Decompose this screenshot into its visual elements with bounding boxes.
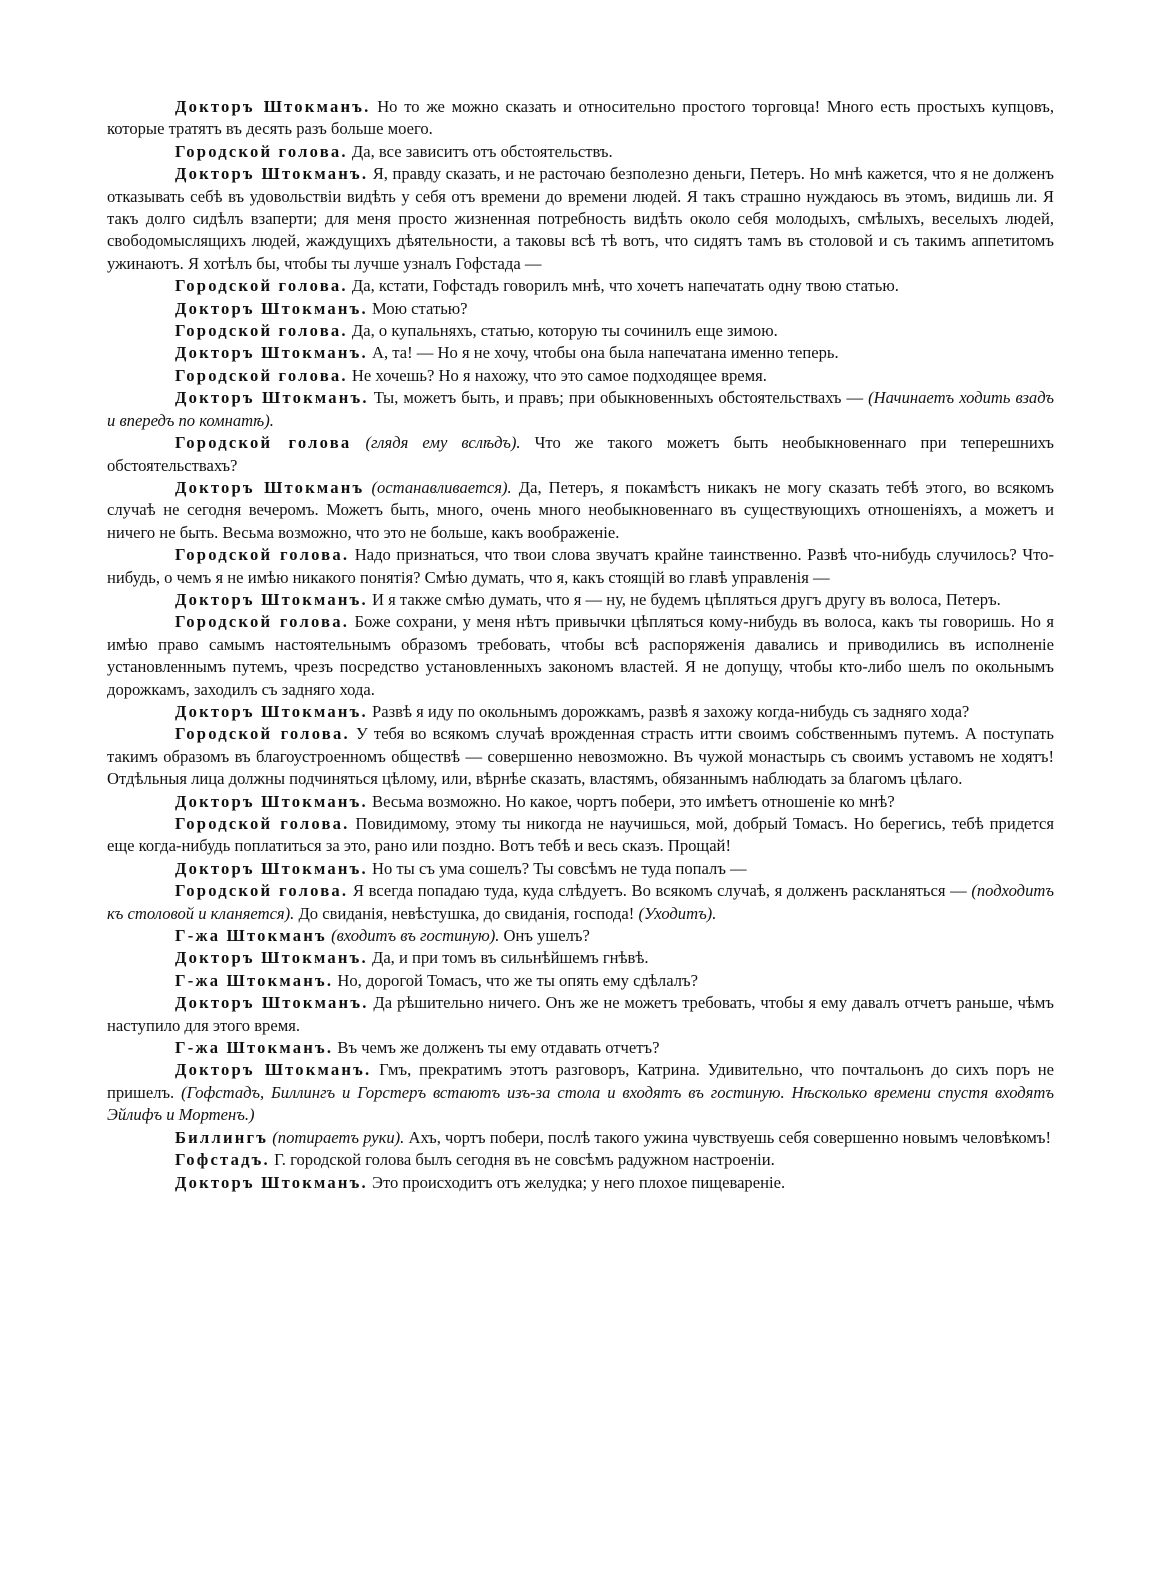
speaker-name: Городской голова. bbox=[175, 365, 348, 385]
speaker-name: Докторъ Штокманъ bbox=[175, 477, 365, 497]
stage-direction: (Начинаетъ ходить взадъ и впередъ по комнатѣ). bbox=[107, 388, 1055, 430]
dialogue-text: Повидимому, этому ты никогда не научишься, мой, добрый Томасъ. Но берегись, тебѣ придется еще когда-нибудь поплатиться за это, рано или поздно. Вотъ тебѣ и весь сказъ. Прощай! bbox=[107, 814, 1054, 856]
speaker-name: Докторъ Штокманъ. bbox=[175, 701, 368, 721]
dialogue-paragraph bbox=[107, 1172, 1054, 1194]
speaker-name: Г-жа Штокманъ bbox=[175, 926, 327, 946]
stage-direction: (потираетъ руки). bbox=[272, 1127, 405, 1147]
dialogue-paragraph bbox=[107, 342, 1054, 364]
dialogue-paragraph bbox=[107, 1037, 1054, 1059]
speaker-name: Докторъ Штокманъ. bbox=[175, 298, 368, 318]
dialogue-paragraph bbox=[107, 858, 1054, 880]
speaker-name: Городской голова. bbox=[175, 881, 349, 901]
speaker-name: Городской голова. bbox=[175, 141, 348, 161]
dialogue-text: Это происходитъ отъ желудка; у него плохое пищевареніе. bbox=[372, 1172, 786, 1192]
speaker-name: Городской голова. bbox=[175, 321, 348, 341]
dialogue-text: Да рѣшительно ничего. Онъ же не можетъ требовать, чтобы я ему давалъ отчетъ раньше, чѣмъ наступило для этого время. bbox=[107, 993, 1054, 1035]
dialogue-text: У тебя во всякомъ случаѣ врожденная страсть итти своимъ собственнымъ путемъ. А поступать такимъ образомъ въ благоустроенномъ обществѣ — совершенно невозможно. Въ чужой монастырь съ своимъ уставомъ не ходятъ! Отдѣльныя лица должны подчиняться цѣлому, или, вѣрнѣе сказать, властямъ, обязаннымъ наблюдать за благомъ цѣлаго. bbox=[107, 724, 1054, 789]
speaker-name: Биллингъ bbox=[175, 1127, 269, 1147]
dialogue-paragraph bbox=[107, 947, 1054, 969]
dialogue-paragraph bbox=[107, 1127, 1054, 1149]
dialogue-paragraph bbox=[107, 880, 1054, 925]
stage-direction: (глядя ему вслѣдъ). bbox=[365, 433, 521, 453]
stage-direction: (Гофстадъ, Биллингъ и Горстеръ встаютъ изъ-за стола и входятъ въ гостиную. Нѣсколько времени спустя входятъ Эйлифъ и Мортенъ.) bbox=[107, 1082, 1054, 1125]
dialogue-paragraph bbox=[107, 365, 1054, 387]
speaker-name: Докторъ Штокманъ. bbox=[175, 97, 371, 116]
dialogue-text: А, та! — Но я не хочу, чтобы она была напечатана именно теперь. bbox=[372, 343, 839, 363]
dialogue-paragraph bbox=[107, 992, 1054, 1037]
dialogue-text: Да, о купальняхъ, статью, которую ты сочинилъ еще зимою. bbox=[351, 321, 778, 341]
dialogue-paragraph bbox=[107, 298, 1054, 320]
dialogue-paragraph bbox=[107, 925, 1054, 947]
dialogue-text: Да, Петеръ, я покамѣстъ никакъ не могу сказать тебѣ этого, во всякомъ случаѣ не сегодня вечеромъ. Можетъ быть, много, очень много необыкновеннаго въ существующихъ отношеніяхъ, а можетъ и ничего не быть. Весьма возможно, что это не больше, какъ воображеніе. bbox=[107, 477, 1054, 542]
dialogue-paragraph bbox=[107, 432, 1054, 477]
speaker-name: Городской голова. bbox=[175, 724, 350, 744]
speaker-name: Г-жа Штокманъ. bbox=[175, 970, 334, 990]
dialogue-text: Гмъ, прекратимъ этотъ разговоръ, Катрина. Удивительно, что почтальонъ до сихъ поръ не пришелъ. bbox=[107, 1060, 1054, 1102]
dialogue-paragraph bbox=[107, 970, 1054, 992]
dialogue-text: Ахъ, чортъ побери, послѣ такого ужина чувствуешь себя совершенно новымъ человѣкомъ! bbox=[408, 1127, 1052, 1147]
dialogue-text: Ты, можетъ быть, и правъ; при обыкновенныхъ обстоятельствахъ — bbox=[373, 388, 864, 408]
speaker-name: Докторъ Штокманъ. bbox=[175, 948, 368, 968]
speaker-name: Докторъ Штокманъ. bbox=[175, 388, 369, 408]
dialogue-text: Г. городской голова былъ сегодня въ не совсѣмъ радужном настроеніи. bbox=[274, 1150, 775, 1170]
dialogue-text: Но то же можно сказать и относительно простого торговца! Много есть простыхъ купцовъ, которые тратятъ въ десять разъ больше моего. bbox=[107, 97, 1054, 139]
speaker-name: Докторъ Штокманъ. bbox=[175, 1172, 368, 1192]
speaker-name: Городской голова bbox=[175, 433, 352, 453]
speaker-name: Докторъ Штокманъ. bbox=[175, 791, 368, 811]
speaker-name: Городской голова. bbox=[175, 814, 350, 833]
dialogue-paragraph bbox=[107, 163, 1054, 275]
dialogue-paragraph bbox=[107, 320, 1054, 342]
speaker-name: Городской голова. bbox=[175, 545, 350, 565]
speaker-name: Докторъ Штокманъ. bbox=[175, 589, 368, 609]
dialogue-text: И я также смѣю думать, что я — ну, не будемъ цѣпляться другъ другу въ волоса, Петеръ. bbox=[372, 589, 1001, 609]
dialogue-paragraph bbox=[107, 589, 1054, 611]
stage-direction: (останавливается). bbox=[371, 477, 512, 497]
dialogue-paragraph bbox=[107, 701, 1054, 723]
dialogue-paragraph bbox=[107, 723, 1054, 790]
speaker-name: Докторъ Штокманъ. bbox=[175, 1060, 372, 1080]
dialogue-text: Не хочешь? Но я нахожу, что это самое подходящее время. bbox=[351, 365, 767, 385]
dialogue-text: Да, кстати, Гофстадъ говорилъ мнѣ, что хочетъ напечатать одну твою статью. bbox=[351, 276, 899, 296]
dialogue-paragraph bbox=[107, 611, 1054, 701]
dialogue-paragraph bbox=[107, 1149, 1054, 1171]
speaker-name: Г-жа Штокманъ. bbox=[175, 1038, 334, 1058]
dialogue-paragraph bbox=[107, 141, 1054, 163]
dialogue-text: Надо признаться, что твои слова звучатъ крайне таинственно. Развѣ что-нибудь случилось? Что-нибудь, о чемъ я не имѣю никакого понятія? Смѣю думать, что я, какъ стоящій во главѣ управленія — bbox=[107, 545, 1055, 587]
dialogue-text: Что же такого можетъ быть необыкновеннаго при теперешнихъ обстоятельствахъ? bbox=[107, 433, 1054, 475]
dialogue-text: Да, и при томъ въ сильнѣйшемъ гнѣвѣ. bbox=[372, 948, 649, 968]
stage-direction: (входитъ въ гостиную). bbox=[331, 926, 500, 946]
dialogue-text: Весьма возможно. Но какое, чортъ побери, это имѣетъ отношеніе ко мнѣ? bbox=[372, 791, 895, 811]
speaker-name: Докторъ Штокманъ. bbox=[175, 858, 368, 878]
speaker-name: Городской голова. bbox=[175, 612, 350, 632]
speaker-name: Докторъ Штокманъ. bbox=[175, 343, 368, 363]
stage-direction: (подходитъ къ столовой и кланяется). bbox=[107, 881, 1054, 923]
dialogue-text: Я, правду сказать, и не расточаю безполезно деньги, Петеръ. Но мнѣ кажется, что я не долженъ отказывать себѣ въ удовольствіи видѣть у себя отъ времени до времени людей. Я такъ страшно нуждаюсь въ этомъ, видишь ли. Я такъ долго сидѣлъ взаперти; для меня просто жизненная потребность видѣть около себя молодыхъ, смѣлыхъ, веселыхъ людей, свободомыслящихъ людей, жаждущихъ дѣятельности, а таковы всѣ тѣ вотъ, что сидятъ тамъ въ столовой и съ такимъ аппетитомъ ужинаютъ. Я хотѣлъ бы, чтобы ты лучше узналъ Гофстада — bbox=[107, 164, 1054, 273]
speaker-name: Городской голова. bbox=[175, 276, 348, 296]
stage-direction: (Уходитъ). bbox=[638, 903, 717, 923]
dialogue-text: Да, все зависитъ отъ обстоятельствъ. bbox=[351, 141, 613, 161]
dialogue-text: Въ чемъ же долженъ ты ему отдавать отчетъ? bbox=[337, 1038, 660, 1058]
speaker-name: Гофстадъ. bbox=[175, 1150, 270, 1170]
dialogue-text: Я всегда попадаю туда, куда слѣдуетъ. Во всякомъ случаѣ, я долженъ раскланяться — bbox=[352, 881, 967, 901]
dialogue-text: Мою статью? bbox=[372, 298, 468, 318]
speaker-name: Докторъ Штокманъ. bbox=[175, 164, 369, 184]
dialogue-text: Но ты съ ума сошелъ? Ты совсѣмъ не туда попалъ — bbox=[372, 858, 747, 878]
dialogue-paragraph bbox=[107, 813, 1054, 858]
dialogue-paragraph bbox=[107, 275, 1054, 297]
dialogue-paragraph bbox=[107, 544, 1054, 589]
dialogue-text: Развѣ я иду по окольнымъ дорожкамъ, развѣ я захожу когда-нибудь съ задняго хода? bbox=[372, 701, 970, 721]
dialogue-paragraph bbox=[107, 791, 1054, 813]
dialogue-text: Онъ ушелъ? bbox=[503, 926, 590, 946]
dialogue-paragraph bbox=[107, 387, 1054, 432]
dialogue-paragraph bbox=[107, 1059, 1054, 1126]
dialogue-text: Но, дорогой Томасъ, что же ты опять ему сдѣлалъ? bbox=[337, 970, 698, 990]
dialogue-text: Боже сохрани, у меня нѣтъ привычки цѣпляться кому-нибудь въ волоса, какъ ты говоришь. Но я имѣю право самымъ настоятельнымъ образомъ требовать, чтобы всѣ распоряженія давались и приводились въ исполненіе установленнымъ путемъ, чрезъ посредство установленныхъ закономъ властей. Я не допущу, чтобы кто-либо шелъ по окольнымъ дорожкамъ, заходилъ съ задняго хода. bbox=[107, 612, 1055, 699]
dialogue-text: До свиданія, невѣстушка, до свиданія, господа! bbox=[298, 903, 635, 923]
dialogue-paragraph bbox=[107, 96, 1054, 141]
speaker-name: Докторъ Штокманъ. bbox=[175, 993, 369, 1013]
dialogue-paragraph bbox=[107, 477, 1054, 544]
